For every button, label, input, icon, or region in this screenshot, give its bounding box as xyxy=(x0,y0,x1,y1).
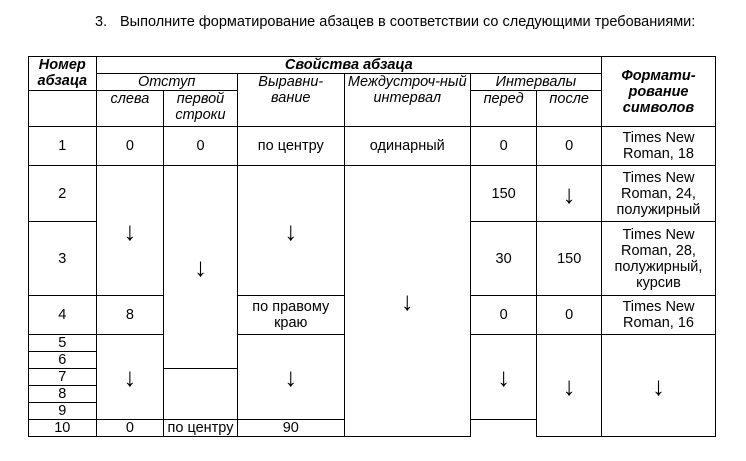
header-paragraph-number: Номер абзаца xyxy=(29,57,97,91)
row-number: 2 xyxy=(29,166,97,222)
down-arrow-icon: ↓ xyxy=(537,335,602,437)
interval-before-value: 30 xyxy=(470,222,537,296)
table-row xyxy=(29,166,716,222)
indent-left-value: 8 xyxy=(96,296,164,335)
row-number: 8 xyxy=(29,386,97,403)
row-number: 6 xyxy=(29,352,97,369)
down-arrow-icon: ↓ xyxy=(237,166,344,296)
alignment-value: по центру xyxy=(237,127,344,166)
interval-after-value: 0 xyxy=(537,296,602,335)
interval-after-value: 150 xyxy=(537,222,602,296)
down-arrow-icon: ↓ xyxy=(237,335,344,420)
alignment-value: по правому краю xyxy=(237,296,344,335)
indent-first-value: 0 xyxy=(164,127,238,166)
interval-before-value: 150 xyxy=(470,166,537,222)
table-cell-empty xyxy=(29,91,97,127)
font-format-value: Times New Roman, 28, полужирный, курсив xyxy=(601,222,715,296)
row-number: 10 xyxy=(29,420,97,437)
line-spacing-value: одинарный xyxy=(344,127,470,166)
header-paragraph-properties: Свойства абзаца xyxy=(96,57,601,74)
row-number: 9 xyxy=(29,403,97,420)
font-format-value: Times New Roman, 16 xyxy=(601,296,715,335)
header-character-formatting: Формати-рование символов xyxy=(601,57,715,127)
down-arrow-icon: ↓ xyxy=(470,335,537,420)
task-text: Выполните форматирование абзацев в соответствии со следующими требованиями: xyxy=(120,14,696,30)
header-indent-first-line: первой строки xyxy=(164,91,238,127)
row-number: 3 xyxy=(29,222,97,296)
indent-left-value: 0 xyxy=(96,127,164,166)
header-indent-left: слева xyxy=(96,91,164,127)
interval-after-value: 0 xyxy=(537,127,602,166)
down-arrow-icon: ↓ xyxy=(164,166,238,369)
task-number: 3. xyxy=(95,14,108,30)
row-number: 7 xyxy=(29,369,97,386)
row-number: 1 xyxy=(29,127,97,166)
down-arrow-icon: ↓ xyxy=(96,335,164,420)
header-interval-before: перед xyxy=(470,91,537,127)
down-arrow-icon: ↓ xyxy=(96,166,164,296)
row-number: 4 xyxy=(29,296,97,335)
font-format-value: Times New Roman, 24, полужирный xyxy=(601,166,715,222)
header-interval-after: после xyxy=(537,91,602,127)
indent-left-value: 0 xyxy=(96,420,164,437)
down-arrow-icon: ↓ xyxy=(601,335,715,437)
interval-before-value: 0 xyxy=(470,127,537,166)
header-intervals: Интервалы xyxy=(470,74,601,91)
interval-before-value: 90 xyxy=(237,420,344,437)
down-arrow-icon: ↓ xyxy=(537,166,602,222)
alignment-value: по центру xyxy=(164,420,238,437)
table-row xyxy=(29,127,716,166)
header-indent: Отступ xyxy=(96,74,237,91)
interval-before-value: 0 xyxy=(470,296,537,335)
header-alignment: Выравни-вание xyxy=(237,74,344,127)
row-number: 5 xyxy=(29,335,97,352)
down-arrow-icon: ↓ xyxy=(344,166,470,437)
header-line-spacing: Междустроч-ный интервал xyxy=(344,74,470,127)
font-format-value: Times New Roman, 18 xyxy=(601,127,715,166)
paragraph-properties-table xyxy=(28,56,716,437)
